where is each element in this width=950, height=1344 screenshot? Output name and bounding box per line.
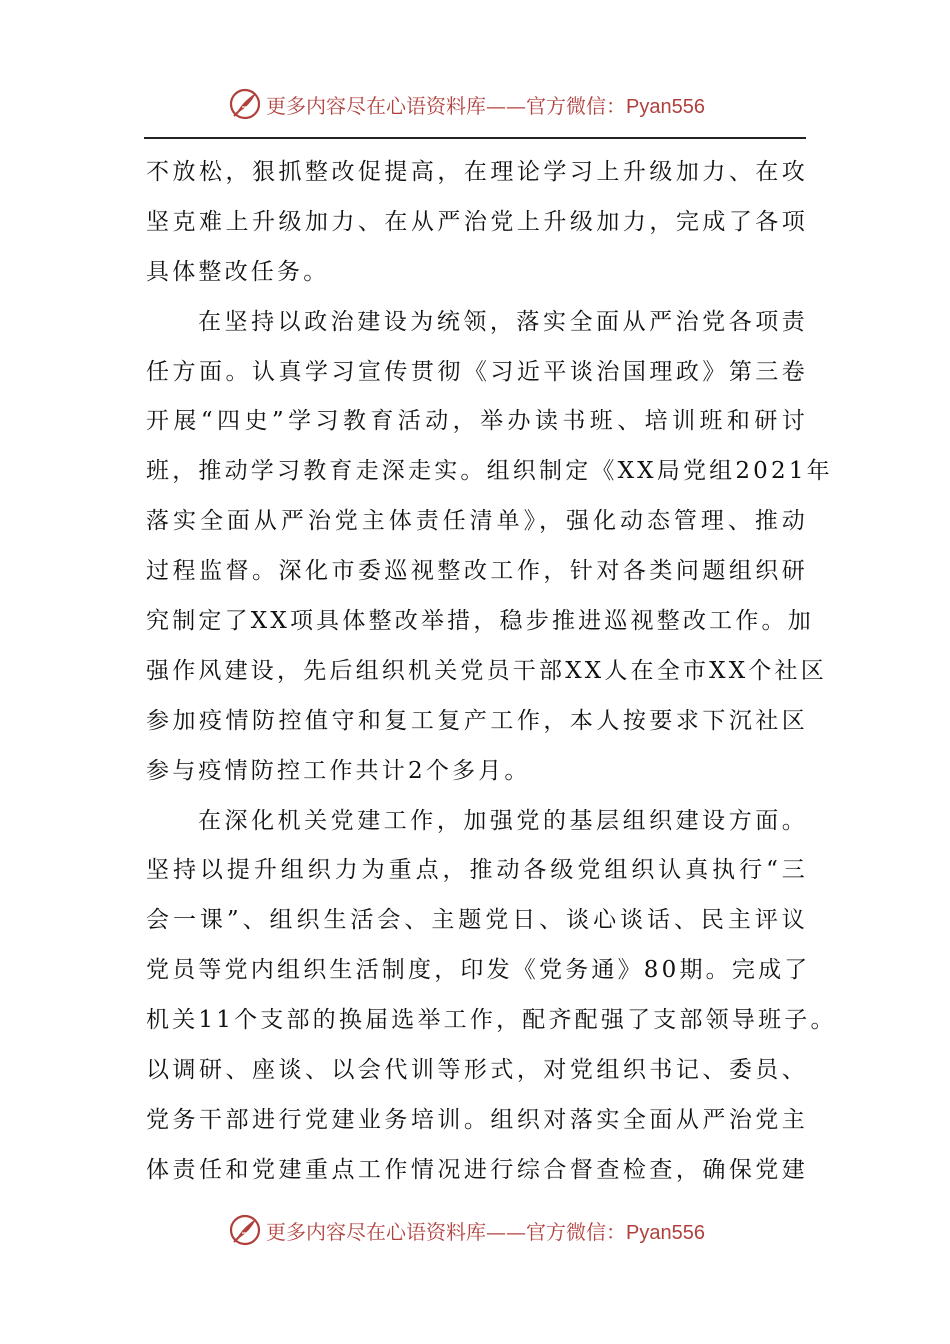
text-line: 具体整改任务。	[146, 258, 330, 285]
text-line: 坚克难上升级加力、在从严治党上升级加力，完成了各项	[146, 208, 808, 235]
text-line: 过程监督。深化市委巡视整改工作，针对各类问题组织研	[146, 558, 808, 585]
paragraph-1	[146, 148, 808, 298]
text-line: 坚持以提升组织力为重点，推动各级党组织认真执行“三	[146, 857, 808, 884]
text-line: 班，推动学习教育走深走实。组织制定《XX局党组2021年	[146, 458, 833, 485]
header-watermark-banner	[228, 84, 705, 124]
document-body	[146, 148, 837, 1196]
text-line: 会一课”、组织生活会、主题党日、谈心谈话、民主评议	[146, 907, 808, 934]
text-line: 体责任和党建重点工作情况进行综合督查检查，确保党建	[146, 1156, 808, 1183]
text-line: 以调研、座谈、以会代训等形式，对党组织书记、委员、	[146, 1057, 808, 1084]
text-line: 在坚持以政治建设为统领，落实全面从严治党各项责	[198, 308, 808, 335]
paragraph-2	[146, 298, 833, 797]
footer-watermark-banner	[228, 1210, 705, 1250]
banner-text: 更多内容尽在心语资料库——官方微信：Pyan556	[266, 1219, 705, 1244]
text-line: 参与疫情防控工作共计2个多月。	[146, 757, 531, 784]
text-line: 不放松，狠抓整改促提高，在理论学习上升级加力、在攻	[146, 159, 808, 185]
text-line: 参加疫情防控值守和复工复产工作，本人按要求下沉社区	[146, 707, 808, 734]
text-line: 落实全面从严治党主体责任清单》，强化动态管理、推动	[146, 508, 808, 535]
text-line: 党员等党内组织生活制度，印发《党务通》80期。完成了	[146, 957, 811, 984]
quill-logo-icon	[228, 87, 262, 121]
text-line: 开展“四史”学习教育活动，举办读书班、培训班和研讨	[146, 408, 808, 435]
banner-text: 更多内容尽在心语资料库——官方微信：Pyan556	[266, 93, 705, 118]
text-line: 在深化机关党建工作，加强党的基层组织建设方面。	[198, 807, 808, 834]
paragraph-3	[146, 797, 837, 1196]
text-line: 机关11个支部的换届选举工作，配齐配强了支部领导班子。	[146, 1007, 837, 1034]
text-line: 党务干部进行党建业务培训。组织对落实全面从严治党主	[146, 1106, 808, 1133]
text-line: 究制定了XX项具体整改举措，稳步推进巡视整改工作。加	[146, 608, 814, 635]
quill-logo-icon	[228, 1213, 262, 1247]
header-rule	[144, 137, 806, 139]
text-line: 强作风建设，先后组织机关党员干部XX人在全市XX个社区	[146, 657, 827, 684]
text-line: 任方面。认真学习宣传贯彻《习近平谈治国理政》第三卷	[146, 358, 808, 385]
